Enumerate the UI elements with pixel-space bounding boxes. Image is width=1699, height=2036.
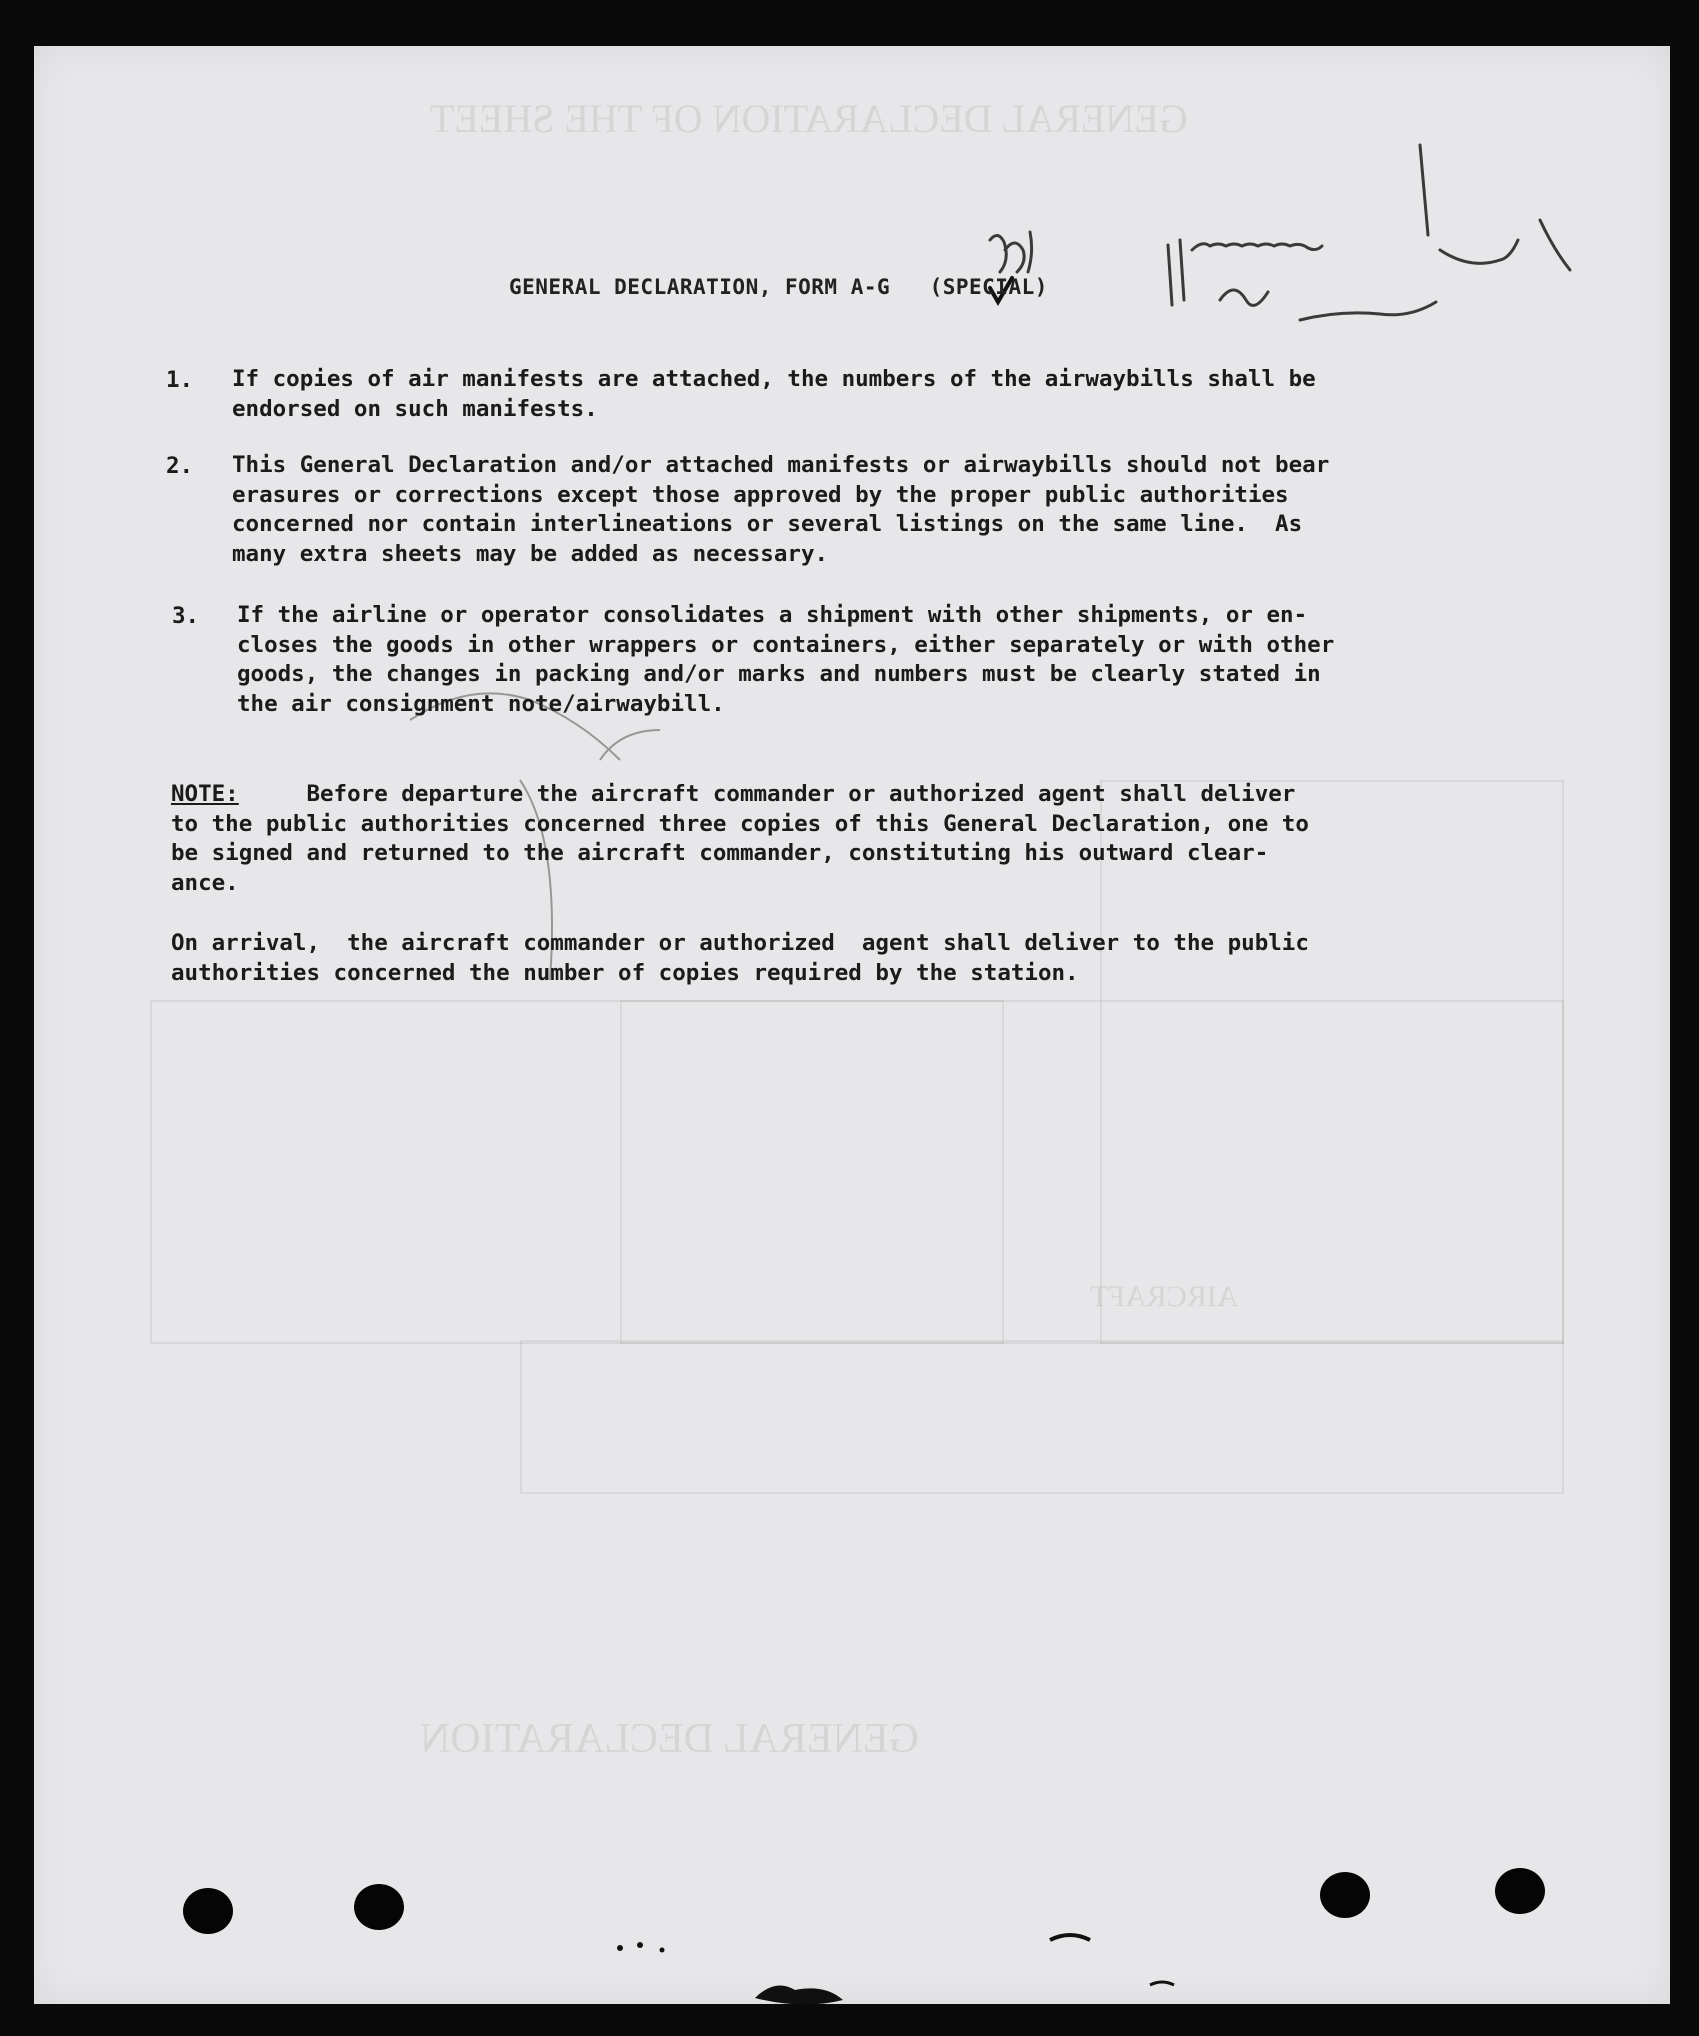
item-1-number: 1. (166, 367, 194, 393)
page-title (509, 275, 1048, 299)
note-line: Before departure the aircraft commander or authorized agent shall deliver (238, 781, 1296, 807)
punch-hole (1495, 1868, 1545, 1914)
arrival-line: On arrival, the aircraft commander or authorized agent shall deliver to the public (171, 930, 1309, 956)
note-block (171, 780, 1309, 898)
item-2-text: This General Declaration and/or attached manifests or airwaybills should not bear erasures or corrections except those approved by the proper public authorities concerned nor contain interlineations or several listings on the same line. As many extra sheets may be added as necessary. (232, 452, 1330, 567)
arrival-line: authorities concerned the number of copies required by the station. (171, 959, 1079, 986)
item-3-text: If the airline or operator consolidates a shipment with other shipments, or en- closes the goods in other wrappers or containers, either separately or with other goods, the changes in packing and/or marks and numbers must be clearly stated in the air consignment note/airwaybill. (237, 602, 1335, 717)
note-label: NOTE: (171, 781, 239, 807)
arrival-block (171, 929, 1309, 988)
punch-hole (354, 1884, 404, 1930)
note-line: be signed and returned to the aircraft commander, constituting his outward clear- (171, 840, 1269, 866)
item-1-text: If copies of air manifests are attached, the numbers of the airwaybills shall be endorsed on such manifests. (232, 366, 1316, 422)
item-3-number: 3. (172, 603, 200, 629)
punch-hole (1320, 1872, 1370, 1918)
punch-hole (183, 1888, 233, 1934)
note-line: ance. (171, 869, 239, 896)
title-suffix: (SPECIAL) (929, 275, 1048, 299)
item-2-number: 2. (166, 453, 194, 479)
title-text: GENERAL DECLARATION, FORM A-G (509, 275, 891, 299)
note-line: to the public authorities concerned three copies of this General Declaration, one to (171, 810, 1309, 837)
